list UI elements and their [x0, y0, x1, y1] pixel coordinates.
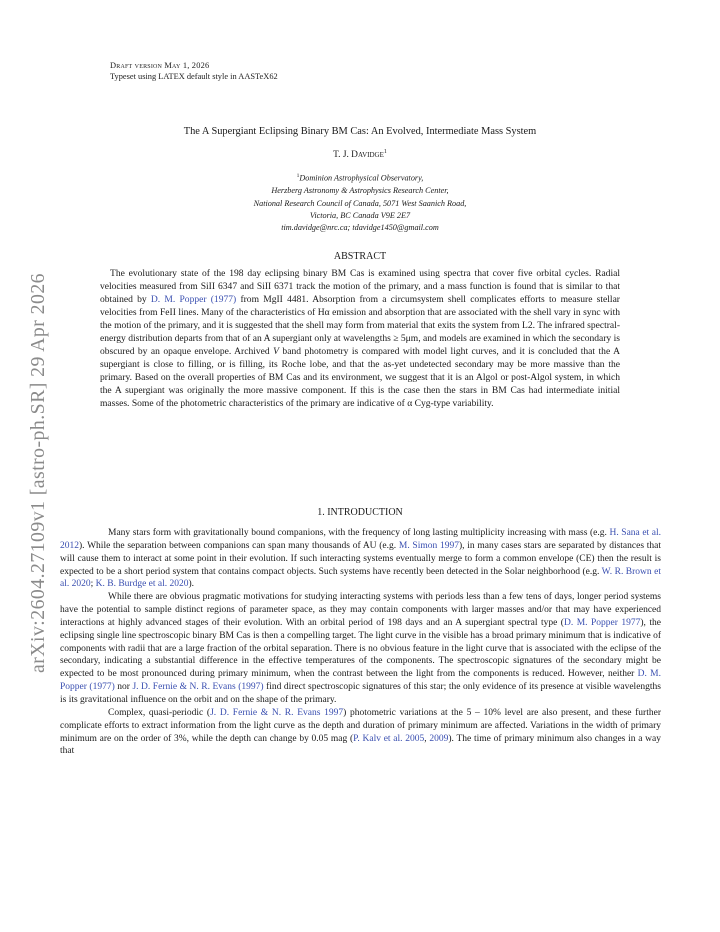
citation-link[interactable]: M. Simon 1997 — [398, 540, 459, 551]
affiliation-line-1: Dominion Astrophysical Observatory, — [299, 173, 424, 183]
citation-link[interactable]: D. M. Popper (1977) — [60, 669, 661, 693]
citation-link[interactable]: J. D. Fernie & N. R. Evans 1997 — [210, 707, 344, 718]
text-run: While there are obvious pragmatic motivations for studying interacting systems with periods less than a few tens of days, longer period systems have the potential to sample distinct regions of parameter space, as they may contain components with larger masses and/or that may have experienced interactions at highly advanced stages of their evolution. With an orbital period of 198 days and an A supergiant spectral type ( — [60, 592, 661, 628]
text-run: ). — [188, 579, 195, 590]
intro-paragraph-1 — [60, 527, 661, 591]
typeset-note: Typeset using LATEX default style in AASTeX62 — [110, 72, 278, 81]
intro-paragraph-2 — [60, 591, 661, 707]
abstract-part-3: band photometry is compared with model light curves, and it is concluded that the A supergiant is close to filling, or is filling, its Roche lobe, and that the as-yet undetected secondary may be more massive than the primary. Based on the overall properties of BM Cas and its environment, we suggest that it is an Algol or post-Algol system, in which the A supergiant was originally the more massive component. If this is the case then the stars in BM Cas had intermediate initial masses. Some of the photometric characteristics of the primary are indicative of α Cyg-type variability. — [100, 346, 620, 410]
citation-link[interactable]: P. Kalv et al. 2005 — [353, 733, 425, 744]
citation-link[interactable]: J. D. Fernie & N. R. Evans (1997) — [132, 682, 264, 693]
citation-link[interactable]: 2009 — [429, 733, 449, 744]
abstract-heading: ABSTRACT — [333, 251, 387, 262]
affiliation-line-3: National Research Council of Canada, 5071 West Saanich Road, — [253, 198, 467, 208]
text-run: find direct spectroscopic signatures of this star; the only evidence of its presence at visible wavelengths is its gravitational influence on the orbit and on the shape of the primary. — [60, 682, 661, 705]
text-run: ), in many cases stars are separated by distances that will cause them to interact at some point in their evolution. If such interacting systems eventually merge to form a common envelope (CE) then the result is expected to be a short period system that contains compact objects. Such systems have recently been detected in the Solar neighborhood (e.g. — [60, 540, 661, 577]
text-run: ). The time of primary minimum also changes in a way that — [60, 733, 661, 757]
abstract-part-2: from MgII 4481. Absorption from a circumsystem shell complicates efforts to measure stellar velocities from FeII lines. Many of the characteristics of Hα emission and absorption that are associated with the shell vary in sync with the motion of the primary, and it is suggested that the shell may form from material that exits the system from L2. The infrared spectral-energy distribution departs from that of an A supergiant only at wavelengths ≥ 5μm, and models are examined in which the secondary is obscured by an opaque envelope. Archived — [100, 294, 620, 358]
author-name: T. J. Davidge — [333, 150, 384, 161]
affiliation-mark: 1 — [296, 173, 300, 179]
citation-link[interactable]: D. M. Popper 1977 — [563, 617, 641, 628]
author-emails: tim.davidge@nrc.ca; tdavidge1450@gmail.com — [281, 223, 439, 233]
citation-link[interactable]: D. M. Popper (1977) — [150, 294, 237, 306]
citation-link[interactable]: K. B. Burdge et al. 2020 — [95, 579, 189, 590]
author-line — [60, 149, 660, 160]
affiliation-block — [60, 170, 660, 235]
abstract-part-1: The evolutionary state of the 198 day eclipsing binary BM Cas is examined using spectra that cover five orbital cycles. Radial velocities measured from SiII 6347 and SiII 6371 track the motion of the primary, and a mass function is found that is similar to that obtained by — [100, 268, 620, 306]
citation-link[interactable]: W. R. Brown et al. 2020 — [60, 566, 661, 590]
intro-paragraph-3 — [60, 707, 661, 758]
paper-title: The A Supergiant Eclipsing Binary BM Cas: An Evolved, Intermediate Mass System — [183, 126, 537, 137]
draft-header — [110, 60, 278, 82]
intro-body — [60, 527, 661, 758]
text-run: ) photometric variations at the 5 – 10% level are also present, and these further complicate efforts to extract information from the light curve as the depth and duration of primary minimum are affected. Variations in the width of primary minimum are on the order of 3%, while the depth can change by 0.05 mag ( — [60, 707, 661, 744]
affiliation-line-2: Herzberg Astronomy & Astrophysics Research Center, — [271, 186, 449, 196]
text-run: , — [424, 733, 430, 744]
text-run: Many stars form with gravitationally bound companions, with the frequency of long lasting multiplicity increasing with mass (e.g. — [108, 528, 610, 538]
author-mark: 1 — [383, 149, 387, 155]
text-run: Complex, quasi-periodic ( — [108, 707, 211, 718]
text-run: ; — [90, 579, 96, 590]
citation-link[interactable]: H. Sana et al. 2012 — [60, 528, 661, 551]
text-run: nor — [114, 682, 133, 693]
text-run: ). While the separation between companions can span many thousands of AU (e.g. — [79, 540, 399, 551]
v-band-symbol: V — [273, 346, 279, 358]
text-run: ), the eclipsing single line spectroscopic binary BM Cas is then a compelling target. The light curve in the visible has a broad primary minimum that is indicative of components with radii that are a large fraction of the orbital separation. There is no obvious feature in the light curve that is associated with the eclipse of the secondary, indicating a substantial difference in the effective temperatures of the components. The spectroscopic signatures of the secondary might be expected to be most pronounced during primary minimum, when the contrast between the light from the components is reduced. However, neither — [60, 617, 661, 680]
affiliation-line-4: Victoria, BC Canada V9E 2E7 — [309, 210, 411, 220]
arxiv-stamp — [20, 233, 50, 673]
section-heading: 1. INTRODUCTION — [317, 507, 403, 518]
arxiv-id: arXiv:2604.27109v1 [astro-ph.SR] 29 Apr 2026 — [27, 272, 49, 673]
abstract-text — [100, 267, 620, 411]
draft-version: Draft version May 1, 2026 — [110, 61, 210, 70]
